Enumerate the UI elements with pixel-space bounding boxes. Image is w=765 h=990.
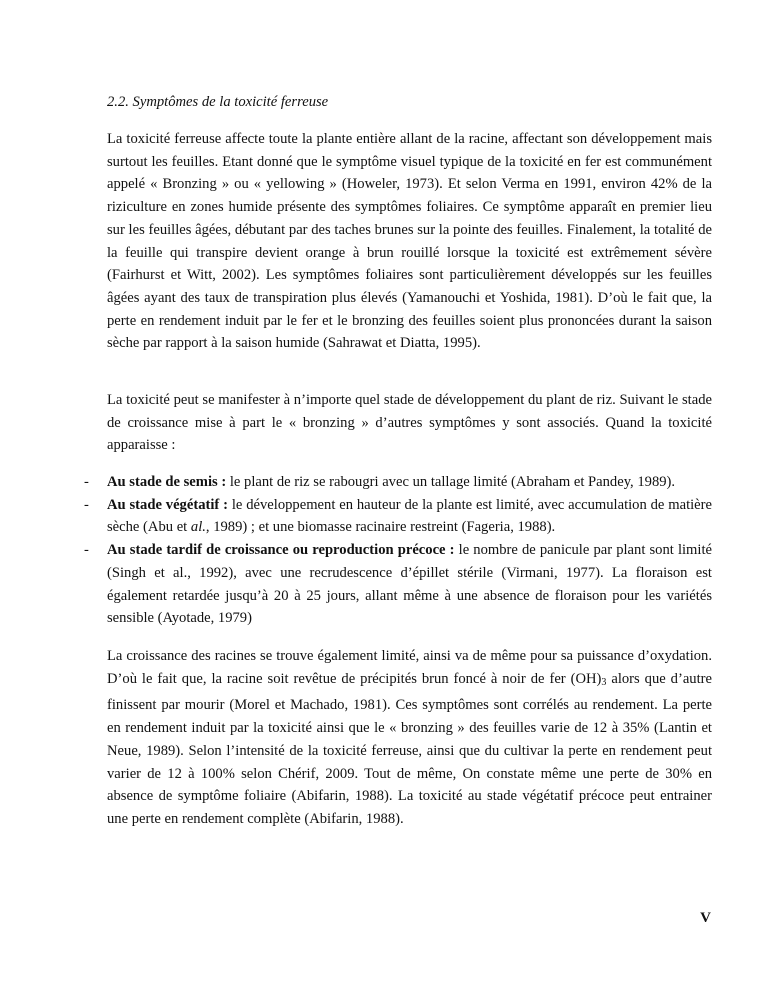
stage-symptom-list — [0, 471, 712, 630]
list-bullet-dash: - — [84, 542, 89, 559]
stage-description-end: , 1989) ; et une biomasse racinaire restreint (Fageria, 1988). — [205, 519, 556, 536]
list-bullet-dash: - — [84, 496, 89, 513]
stage-description: le développement en hauteur de la plante est limité, avec accumulation de matière sèche (Abu et — [107, 496, 712, 536]
list-item-seedling-stage — [0, 471, 712, 494]
list-item-late-stage — [0, 539, 712, 630]
stage-description: le plant de riz se rabougri avec un tallage limité (Abraham et Pandey, 1989). — [226, 474, 676, 490]
paragraph-stages-intro: La toxicité peut se manifester à n’importe quel stade de développement du plant de riz. Suivant le stade de croissance mise à part le « bronzing » d’autres symptômes y sont associés. Quand la toxicité apparaisse : — [107, 392, 712, 454]
page-number: V — [700, 910, 711, 926]
stage-description-italic: al. — [190, 519, 206, 536]
section-heading: 2.2. Symptômes de la toxicité ferreuse — [107, 94, 329, 110]
paragraph-text-start: La croissance des racines se trouve également limité, ainsi va de même pour sa puissance d’oxydation. D’où le fait que, la racine soit revêtue de précipités brun foncé à noir de fer (OH) — [107, 648, 712, 687]
paragraph-text-end: alors que d’autre finissent par mourir (Morel et Machado, 1981). Ces symptômes sont corrélés au rendement. La perte en rendement induit par la toxicité ainsi que le « bronzing » des feuilles varie de 12 à 35% (Lantin et Neue, 1989). Selon l’intensité de la toxicité ferreuse, ainsi que du cultivar la perte en rendement peut varier de 12 à 100% selon Chérif, 2009. Tout de même, On constate même une perte de 30% en absence de symptôme foliaire (Abifarin, 1988). La toxicité au stade végétatif précoce peut entrainer une perte en rendement complète (Abifarin, 1988). — [107, 670, 712, 827]
paragraph-symptoms-intro: La toxicité ferreuse affecte toute la plante entière allant de la racine, affectant son développement mais surtout les feuilles. Etant donné que le symptôme visuel typique de la toxicité en fer est communément appelé « Bronzing » ou « yellowing » (Howeler, 1973). Et selon Verma en 1991, environ 42% de la riziculture en zones humide présente des symptômes foliaires. Ce symptôme apparaît en premier lieu sur les feuilles âgées, débutant par des taches brunes sur la pointe des feuilles. Finalement, la totalité de la feuille qui transpire devient orange à brun rouillé lorsque la toxicité est extrêmement sévère (Fairhurst et Witt, 2002). Les symptômes foliaires sont particulièrement développés sur les feuilles âgées ayant des taux de transpiration plus élevés (Yamanouchi et Yoshida, 1981). D’où le fait que, la perte en rendement induit par le fer et le bronzing des feuilles soient plus prononcées durant la saison sèche par rapport à la saison humide (Sahrawat et Diatta, 1995). — [107, 131, 712, 352]
list-bullet-dash: - — [84, 474, 89, 490]
paragraph-root-effects — [107, 645, 712, 831]
stage-title: Au stade végétatif : — [107, 496, 228, 513]
stage-description: le nombre de panicule par plant sont limité (Singh et al., 1992), avec une recrudescence d’épillet stérile (Virmani, 1977). La floraison est également retardée jusqu’à 20 à 25 jours, allant même à une absence de floraison pour les variétés sensible (Ayotade, 1979) — [107, 542, 712, 627]
list-item-vegetative-stage — [0, 494, 712, 539]
stage-title: Au stade tardif de croissance ou reproduction précoce : — [107, 542, 455, 559]
chemical-subscript: 3 — [601, 676, 607, 688]
stage-title: Au stade de semis : — [107, 474, 227, 490]
